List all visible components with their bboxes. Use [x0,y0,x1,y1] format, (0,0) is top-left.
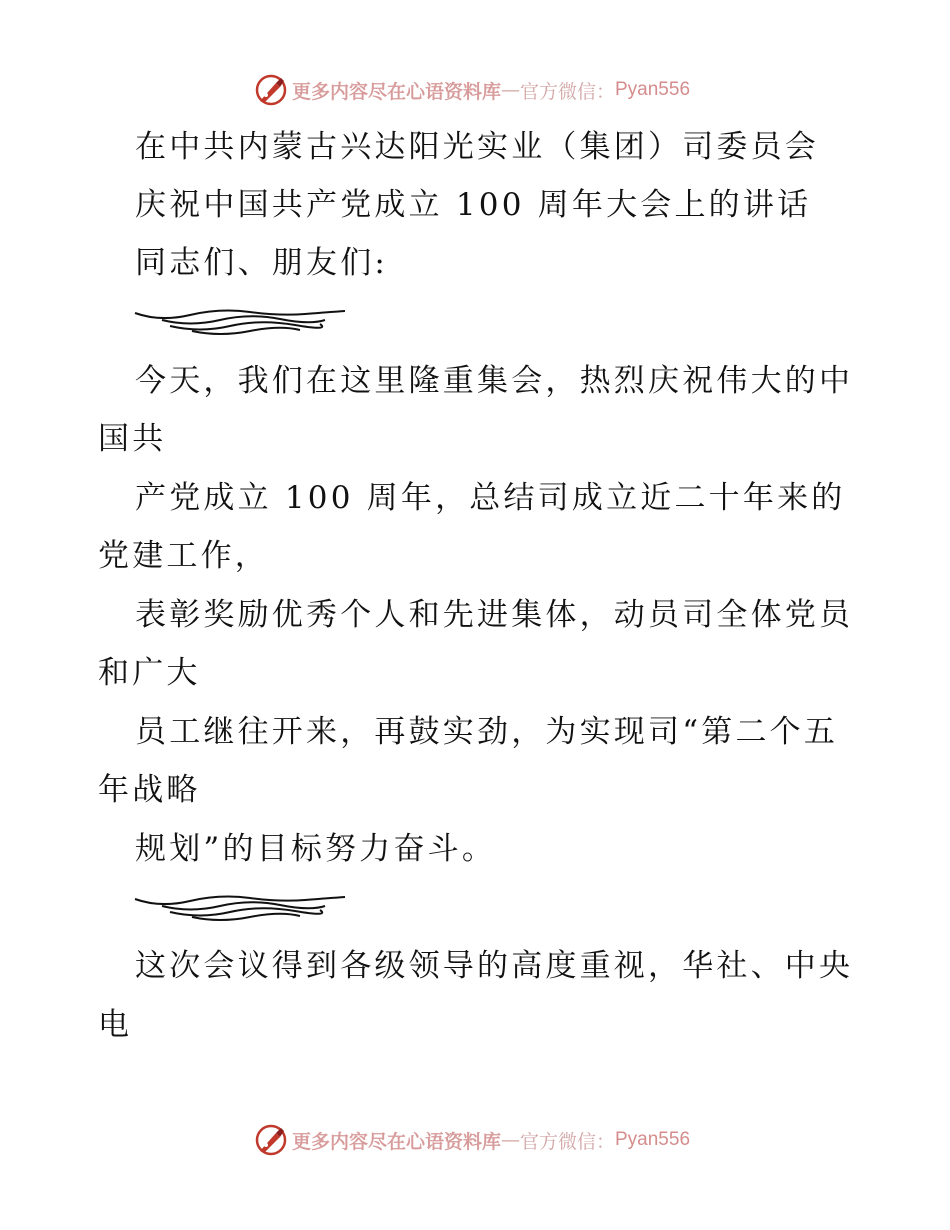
paragraph-2-line-1: 这次会议得到各级领导的高度重视，华社、中央 [135,948,854,984]
paragraph-1-line-8: 年战略 [98,772,201,808]
paragraph-1-line-4: 党建工作， [98,538,269,574]
paragraph-1-line-2: 国共 [98,421,167,457]
document-title-line-2: 庆祝中国共产党成立 100 周年大会上的讲话 [135,187,812,223]
banner-title: 更多内容尽在心语资料库 [291,1130,501,1153]
banner-content [254,1123,690,1157]
banner-separator: — [500,1129,520,1151]
wavy-divider-icon [130,300,350,336]
paragraph-1-line-7: 员工继往开来，再鼓实劲，为实现司“第二个五 [135,714,839,750]
banner-official-label: 官方微信： [519,80,615,103]
banner-separator: — [500,79,520,101]
paragraph-1-line-5: 表彰奖励优秀个人和先进集体，动员司全体党员 [135,597,854,633]
paragraph-1-line-3: 产党成立 100 周年，总结司成立近二十年来的 [135,480,846,516]
paragraph-1-line-1: 今天，我们在这里隆重集会，热烈庆祝伟大的中 [135,363,854,399]
pen-logo-icon [254,73,288,107]
banner-title: 更多内容尽在心语资料库 [291,80,501,103]
watermark-banner-bottom [0,1120,950,1160]
pen-logo-icon [254,1123,288,1157]
banner-wechat-id: Pyan556 [615,1129,691,1150]
banner-official-label: 官方微信： [519,1130,615,1153]
wavy-divider-icon [130,886,350,922]
paragraph-1-line-9: 规划”的目标努力奋斗。 [135,831,497,867]
salutation: 同志们、朋友们: [135,245,389,281]
paragraph-2-line-2: 电 [98,1007,133,1043]
document-title-line-1: 在中共内蒙古兴达阳光实业（集团）司委员会 [135,129,819,165]
paragraph-1-line-6: 和广大 [98,655,201,691]
banner-wechat-id: Pyan556 [615,79,691,100]
banner-content [254,73,690,107]
watermark-banner-top [0,70,950,110]
